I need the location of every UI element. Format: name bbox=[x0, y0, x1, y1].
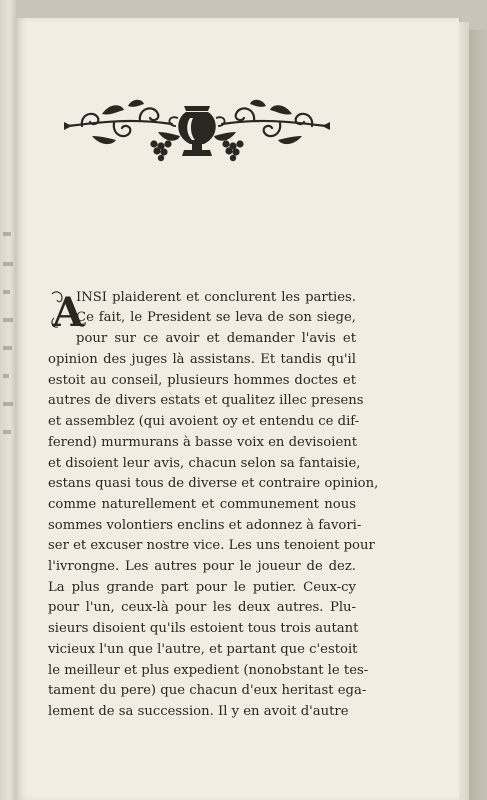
text-line: estans quasi tous de diverse et contraire opinion, bbox=[48, 476, 379, 491]
ink-bleed-mark bbox=[3, 374, 9, 378]
text-line: ser et excuser nostre vice. Les uns tenoient pour bbox=[48, 538, 375, 553]
text-line: l'ivrongne. Les autres pour le joueur de dez. bbox=[48, 559, 356, 574]
text-line: Ce fait, le President se leva de son siege, bbox=[76, 310, 356, 325]
text-line: sommes volontiers enclins et adonnez à favori- bbox=[48, 518, 362, 533]
text-line: et assemblez (qui avoient oy et entendu ce dif- bbox=[48, 414, 360, 429]
text-line: pour sur ce avoir et demander l'avis et bbox=[76, 331, 356, 346]
text-line: le meilleur et plus expedient (nonobstant le tes- bbox=[48, 663, 369, 678]
ink-bleed-mark bbox=[3, 402, 13, 406]
text-line: opinion des juges là assistans. Et tandis qu'il bbox=[48, 352, 356, 367]
ink-bleed-mark bbox=[3, 346, 12, 350]
vine-urn-headpiece-icon bbox=[62, 92, 332, 162]
ink-bleed-mark bbox=[3, 232, 11, 236]
text-line: comme naturellement et communement nous bbox=[48, 497, 356, 512]
text-line: La plus grande part pour le putier. Ceux-cy bbox=[48, 580, 356, 595]
page-fore-edge bbox=[459, 22, 469, 800]
ink-bleed-mark bbox=[3, 262, 13, 266]
text-line: tament du pere) que chacun d'eux heritast ega- bbox=[48, 683, 367, 698]
facing-page-edge bbox=[0, 0, 16, 800]
ink-bleed-mark bbox=[3, 290, 10, 294]
text-line: ferend) murmurans à basse voix en devisoient bbox=[48, 435, 358, 450]
text-line: vicieux l'un que l'autre, et partant que c'estoit bbox=[48, 642, 358, 657]
text-line: pour l'un, ceux-là pour les deux autres. Plu- bbox=[48, 600, 356, 615]
text-line: et disoient leur avis, chacun selon sa fantaisie, bbox=[48, 456, 361, 471]
text-line: INSI plaiderent et conclurent les parties. bbox=[76, 290, 356, 305]
svg-text:A: A bbox=[52, 289, 84, 332]
ink-bleed-mark bbox=[3, 430, 11, 434]
ink-bleed-mark bbox=[3, 318, 13, 322]
text-line: estoit au conseil, plusieurs hommes doctes et bbox=[48, 373, 356, 388]
text-line: autres de divers estats et qualitez illec presens bbox=[48, 393, 364, 408]
book-cover-edge bbox=[469, 30, 487, 800]
text-line: sieurs disoient qu'ils estoient tous trois autant bbox=[48, 621, 359, 636]
text-line: lement de sa succession. Il y en avoit d'autre bbox=[48, 704, 349, 719]
